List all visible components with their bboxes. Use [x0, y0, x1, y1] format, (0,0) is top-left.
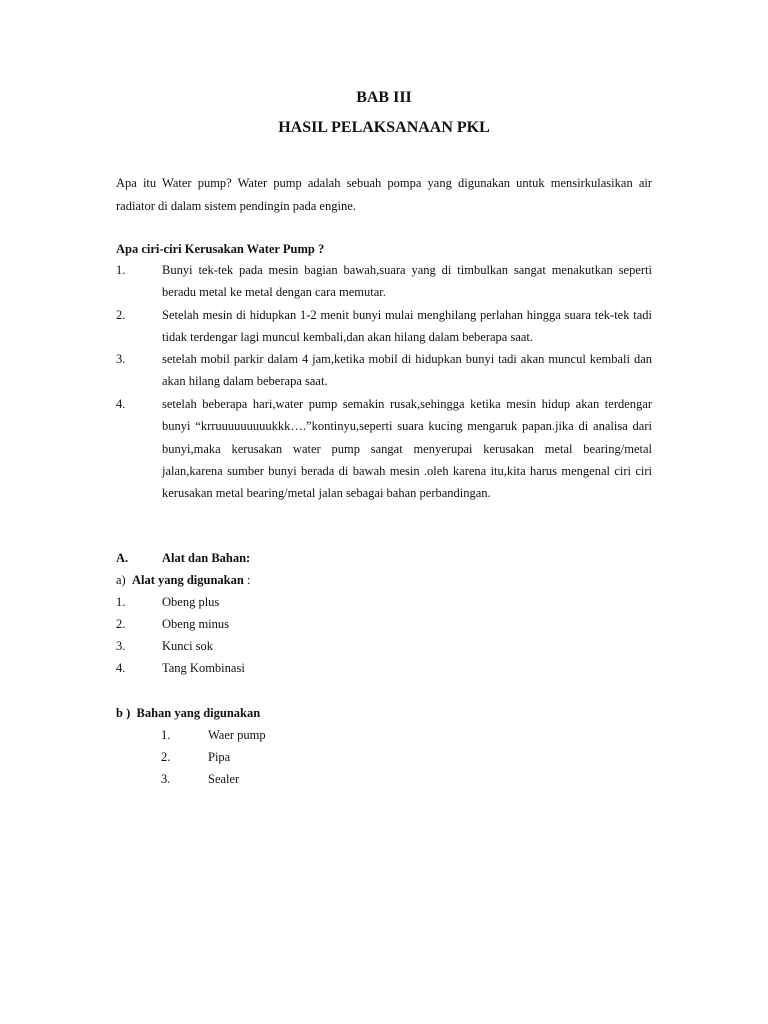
- item-number: 1.: [116, 595, 126, 609]
- materials-prefix: b ): [116, 706, 131, 720]
- item-text: setelah mobil parkir dalam 4 jam,ketika mobil di hidupkan bunyi tadi akan muncul kembali dan akan hilang dalam beberapa saat.: [162, 352, 652, 389]
- item-number: 3.: [161, 772, 171, 786]
- item-text: Bunyi tek-tek pada mesin bagian bawah,suara yang di timbulkan sangat menakutkan seperti beradu metal ke metal dengan cara memutar.: [162, 263, 652, 300]
- intro-paragraph: Apa itu Water pump? Water pump adalah sebuah pompa yang digunakan untuk mensirkulasikan air radiator di dalam sistem pendingin pada engine.: [116, 176, 652, 213]
- item-text: Obeng minus: [162, 617, 230, 631]
- tools-label: Alat yang digunakan: [131, 573, 244, 587]
- section-title: Alat dan Bahan:: [162, 551, 251, 565]
- item-number: 1.: [116, 263, 126, 277]
- item-text: Obeng plus: [162, 595, 220, 609]
- symptom-item: [116, 259, 652, 304]
- item-text: Setelah mesin di hidupkan 1-2 menit bunyi mulai menghilang perlahan hingga suara tek-tek tadi tidak terdengar lagi muncul kembali,dan akan hilang dalam beberapa saat.: [162, 308, 652, 345]
- item-text: Sealer: [208, 772, 240, 786]
- item-number: 3.: [116, 352, 126, 366]
- item-number: 1.: [161, 728, 171, 742]
- tools-suffix: :: [243, 573, 251, 587]
- item-number: 4.: [116, 661, 126, 675]
- item-number: 2.: [116, 308, 126, 322]
- item-number: 2.: [116, 617, 126, 631]
- symptoms-heading: Apa ciri-ciri Kerusakan Water Pump ?: [116, 242, 325, 256]
- chapter-title: HASIL PELAKSANAAN PKL: [278, 119, 490, 136]
- tools-prefix: a): [116, 573, 126, 587]
- tools-heading: [116, 570, 250, 590]
- item-text: Pipa: [208, 750, 231, 764]
- item-number: 2.: [161, 750, 171, 764]
- item-number: 4.: [116, 397, 126, 411]
- materials-label: Bahan yang digunakan: [136, 706, 261, 720]
- symptom-item: [116, 304, 652, 349]
- item-text: Tang Kombinasi: [162, 661, 245, 675]
- symptom-item: [116, 393, 652, 504]
- symptom-item: [116, 348, 652, 393]
- materials-heading: [116, 703, 260, 723]
- section-letter: A.: [116, 551, 129, 565]
- chapter-number: BAB III: [356, 89, 412, 106]
- item-text: Waer pump: [208, 728, 266, 742]
- item-text: Kunci sok: [162, 639, 214, 653]
- item-text: setelah beberapa hari,water pump semakin rusak,sehingga ketika mesin hidup akan terdengar bunyi “krruuuuuuuuukkk….”kontinyu,seperti suara kucing mengaruk papan.jika di analisa dari bunyi,maka kerusakan water pump sangat menyerupai kerusakan metal bearing/metal jalan,karena sumber bunyi berada di bawah mesin .oleh karena itu,kita harus mengenal ciri ciri kerusakan metal bearing/metal jalan sebagai bahan perbandingan.: [162, 397, 652, 501]
- item-number: 3.: [116, 639, 126, 653]
